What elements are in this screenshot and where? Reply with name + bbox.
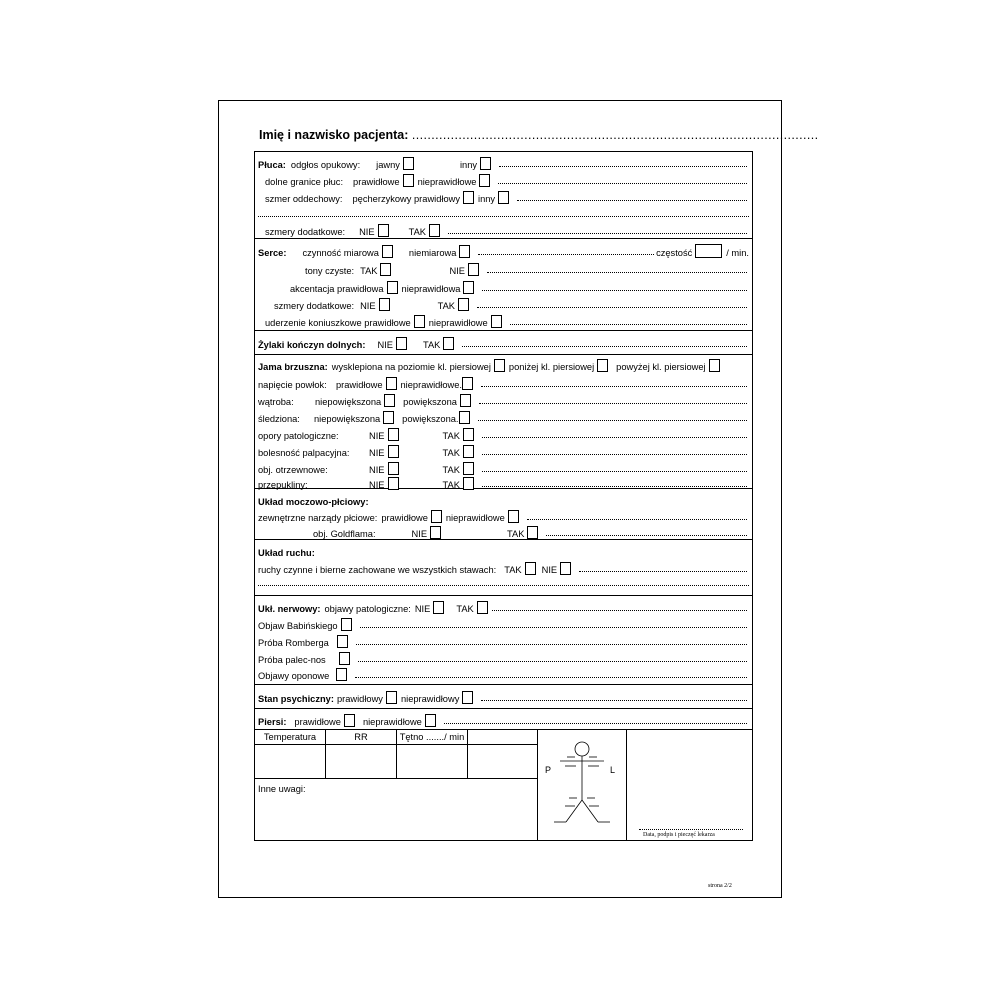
opory-nie-checkbox[interactable] — [388, 428, 399, 441]
niemiarowa-fill-line[interactable] — [478, 254, 654, 255]
sledziona-powiekszona-label: powiększona. — [402, 414, 459, 424]
examination-form — [254, 151, 753, 841]
tony-nie-label: NIE — [449, 266, 465, 276]
obj-nie-label: NIE — [369, 465, 385, 475]
zewnetrzne-nieprawidlowe-checkbox[interactable] — [508, 510, 519, 523]
temperatura-header: Temperatura — [255, 730, 326, 745]
tony-tak-label: TAK — [360, 266, 378, 276]
uderzenie-nieprawidlowe-checkbox[interactable] — [491, 315, 502, 328]
tony-tak-checkbox[interactable] — [380, 263, 391, 276]
szmery-serce-fill-line[interactable] — [477, 307, 747, 308]
akcentacja-fill-line[interactable] — [482, 290, 747, 291]
page-number: strona 2/2 — [708, 883, 732, 889]
oponowe-label: Objawy oponowe — [258, 671, 330, 681]
goldflama-fill-line[interactable] — [546, 535, 747, 536]
obj-fill-line[interactable] — [482, 471, 747, 472]
romberg-checkbox[interactable] — [337, 635, 348, 648]
czynnosc-checkbox[interactable] — [382, 245, 393, 258]
pecherzykowy-checkbox[interactable] — [463, 191, 474, 204]
per-min-label: / min. — [726, 248, 749, 258]
ponizej-label: poniżej kl. piersiowej — [508, 362, 595, 372]
zewnetrzne-prawidlowe-checkbox[interactable] — [431, 510, 442, 523]
sledziona-niepowiekszona-label: niepowiększona — [314, 414, 381, 424]
bolesnosc-tak-checkbox[interactable] — [463, 445, 474, 458]
psych-prawidlowy-label: prawidłowy — [336, 694, 383, 704]
szmer-fill-line[interactable] — [517, 200, 747, 201]
tetno-header: Tętno ......./ min — [397, 730, 468, 745]
odglos-fill-line[interactable] — [499, 166, 747, 167]
watroba-fill-line[interactable] — [479, 403, 747, 404]
oponowe-fill-line[interactable] — [355, 677, 747, 678]
psych-fill-line[interactable] — [481, 700, 747, 701]
section-uklad-ruchu — [255, 540, 752, 596]
niemiarowa-label: niemiarowa — [408, 248, 457, 258]
zylaki-fill-line[interactable] — [462, 346, 747, 347]
psych-nieprawidlowy-label: nieprawidłowy — [400, 694, 460, 704]
rr-input[interactable] — [326, 745, 397, 779]
szmery-dodatkowe-label: szmery dodatkowe: — [265, 227, 346, 237]
ruch-extra-dotline[interactable] — [258, 585, 749, 586]
patient-name-dots: ......................................................................................................... — [411, 128, 819, 142]
jawny-label: jawny — [376, 160, 400, 170]
odglos-label: odgłos opukowy: — [290, 160, 361, 170]
rr-header: RR — [326, 730, 397, 745]
bolesnosc-nie-label: NIE — [369, 448, 385, 458]
nerwowy-label: Ukł. nerwowy: — [258, 604, 321, 614]
goldflama-label: obj. Goldflama: — [313, 529, 376, 539]
bolesnosc-tak-label: TAK — [442, 448, 460, 458]
empty-header — [468, 730, 538, 745]
babinski-fill-line[interactable] — [360, 627, 747, 628]
piersi-nieprawidlowe-label: nieprawidłowe — [362, 717, 422, 727]
opory-fill-line[interactable] — [482, 437, 747, 438]
obj-tak-label: TAK — [442, 465, 460, 475]
czynnosc-label: czynność miarowa — [302, 248, 379, 258]
szmer-label: szmer oddechowy: — [265, 194, 343, 204]
sledziona-fill-line[interactable] — [478, 420, 748, 421]
pluca-label: Płuca: — [258, 160, 286, 170]
serce-label: Serce: — [258, 248, 287, 258]
extra-input[interactable] — [468, 745, 538, 779]
piersi-fill-line[interactable] — [444, 723, 747, 724]
piersi-label: Piersi: — [258, 717, 287, 727]
signature-dotline — [639, 829, 743, 830]
bolesnosc-nie-checkbox[interactable] — [388, 445, 399, 458]
granice-label: dolne granice płuc: — [265, 177, 344, 187]
zewnetrzne-nieprawidlowe-label: nieprawidłowe — [445, 513, 505, 523]
uderzenie-checkbox[interactable] — [414, 315, 425, 328]
objawy-nie-checkbox[interactable] — [433, 601, 444, 614]
ruchy-fill-line[interactable] — [579, 571, 747, 572]
tony-fill-line[interactable] — [487, 272, 747, 273]
opory-tak-label: TAK — [442, 431, 460, 441]
psych-label: Stan psychiczny: — [258, 694, 334, 704]
napiecie-nieprawidlowe-label: nieprawidłowe. — [400, 380, 463, 390]
ruchy-tak-checkbox[interactable] — [525, 562, 536, 575]
przepukliny-fill-line[interactable] — [482, 486, 747, 487]
objawy-patologiczne-label: objawy patologiczne: — [324, 604, 411, 614]
szmery-nie-checkbox[interactable] — [378, 224, 389, 237]
opory-nie-label: NIE — [369, 431, 385, 441]
section-stan-psychiczny — [255, 685, 752, 709]
obj-nie-checkbox[interactable] — [388, 462, 399, 475]
czestosc-label: częstość — [656, 248, 693, 258]
akcentacja-checkbox[interactable] — [387, 281, 398, 294]
section-vitals — [255, 730, 752, 840]
objawy-nie-label: NIE — [414, 604, 431, 614]
patient-name-label: Imię i nazwisko pacjenta: — [259, 128, 409, 142]
inne-uwagi-label: Inne uwagi: — [258, 784, 306, 794]
inne-uwagi-box[interactable] — [255, 779, 538, 840]
section-pluca — [255, 152, 752, 239]
opory-tak-checkbox[interactable] — [463, 428, 474, 441]
sledziona-label: śledziona: — [258, 414, 300, 424]
wysklepiona-label: wysklepiona na poziomie kl. piersiowej — [331, 362, 491, 372]
szmery-serce-tak-checkbox[interactable] — [458, 298, 469, 311]
watroba-powiekszona-label: powiększona — [403, 397, 457, 407]
szmery-serce-label: szmery dodatkowe: — [274, 301, 355, 311]
granice-prawidlowe-checkbox[interactable] — [403, 174, 414, 187]
przepukliny-tak-label: TAK — [442, 480, 460, 490]
ponizej-checkbox[interactable] — [597, 359, 608, 372]
powyzej-label: powyżej kl. piersiowej — [616, 362, 706, 372]
napiecie-nieprawidlowe-checkbox[interactable] — [462, 377, 473, 390]
zylaki-tak-checkbox[interactable] — [443, 337, 454, 350]
napiecie-label: napięcie powłok: — [258, 380, 327, 390]
signature-caption: Data, podpis i pieczęć lekarza — [643, 832, 715, 838]
uderzenie-label: uderzenie koniuszkowe prawidłowe — [265, 318, 411, 328]
szmery-serce-nie-label: NIE — [360, 301, 376, 311]
ruchy-label: ruchy czynne i bierne zachowane we wszystkich stawach: — [258, 565, 497, 575]
obj-otrzewnowe-label: obj. otrzewnowe: — [258, 465, 328, 475]
section-uklad-nerwowy — [255, 596, 752, 685]
body-diagram-box[interactable] — [538, 730, 627, 840]
signature-box[interactable] — [627, 730, 751, 840]
szmery-serce-nie-checkbox[interactable] — [379, 298, 390, 311]
tony-nie-checkbox[interactable] — [468, 263, 479, 276]
granice-nieprawidlowe-label: nieprawidłowe — [417, 177, 477, 187]
uderzenie-nieprawidlowe-label: nieprawidłowe — [428, 318, 488, 328]
piersi-prawidlowe-label: prawidłowe — [294, 717, 341, 727]
babinski-label: Objaw Babińskiego — [258, 621, 338, 631]
jama-label: Jama brzuszna: — [258, 362, 328, 372]
watroba-powiekszona-checkbox[interactable] — [460, 394, 471, 407]
granice-nieprawidlowe-checkbox[interactable] — [479, 174, 490, 187]
wysklepiona-checkbox[interactable] — [494, 359, 505, 372]
goldflama-nie-label: NIE — [411, 529, 428, 539]
objawy-tak-checkbox[interactable] — [477, 601, 488, 614]
form-page — [218, 100, 819, 898]
obj-tak-checkbox[interactable] — [463, 462, 474, 475]
inny-label: inny — [459, 160, 478, 170]
watroba-niepowiekszona-label: niepowiększona — [315, 397, 382, 407]
zylaki-nie-checkbox[interactable] — [396, 337, 407, 350]
napiecie-prawidlowe-checkbox[interactable] — [386, 377, 397, 390]
tetno-input[interactable] — [397, 745, 468, 779]
watroba-label: wątroba: — [258, 397, 294, 407]
palec-nos-fill-line[interactable] — [358, 661, 747, 662]
szmer-inny-label: inny — [478, 194, 496, 204]
sledziona-powiekszona-checkbox[interactable] — [459, 411, 470, 424]
pluca-extra-dotline[interactable] — [258, 216, 749, 217]
napiecie-prawidlowe-label: prawidłowe — [336, 380, 383, 390]
objawy-tak-label: TAK — [456, 604, 474, 614]
oponowe-checkbox[interactable] — [336, 668, 347, 681]
jawny-checkbox[interactable] — [403, 157, 414, 170]
tony-label: tony czyste: — [305, 266, 355, 276]
granice-prawidlowe-label: prawidłowe — [353, 177, 400, 187]
zylaki-tak-label: TAK — [422, 340, 441, 350]
szmery-fill-line[interactable] — [448, 233, 747, 234]
romberg-label: Próba Romberga — [258, 638, 329, 648]
palec-nos-checkbox[interactable] — [339, 652, 350, 665]
babinski-checkbox[interactable] — [341, 618, 352, 631]
bolesnosc-fill-line[interactable] — [482, 454, 747, 455]
patient-name-line[interactable] — [259, 128, 819, 142]
zylaki-label: Żylaki kończyn dolnych: — [258, 340, 366, 350]
bolesnosc-label: bolesność palpacyjna: — [258, 448, 350, 458]
niemiarowa-checkbox[interactable] — [459, 245, 470, 258]
section-zylaki — [255, 331, 752, 355]
akcentacja-label: akcentacja prawidłowa — [290, 284, 384, 294]
szmery-serce-tak-label: TAK — [437, 301, 455, 311]
szmery-tak-label: TAK — [408, 227, 426, 237]
ruchy-tak-label: TAK — [504, 565, 522, 575]
watroba-niepowiekszona-checkbox[interactable] — [384, 394, 395, 407]
section-serce — [255, 239, 752, 331]
opory-label: opory patologiczne: — [258, 431, 339, 441]
ruchy-nie-checkbox[interactable] — [560, 562, 571, 575]
psych-prawidlowy-checkbox[interactable] — [386, 691, 397, 704]
left-marker-p: P — [545, 765, 552, 775]
akcentacja-nieprawidlowa-label: nieprawidłowa — [401, 284, 461, 294]
zewnetrzne-fill-line[interactable] — [527, 519, 747, 520]
romberg-fill-line[interactable] — [356, 644, 747, 645]
czestosc-input[interactable] — [695, 244, 722, 258]
sledziona-niepowiekszona-checkbox[interactable] — [383, 411, 394, 424]
palec-nos-label: Próba palec-nos — [258, 655, 326, 665]
goldflama-nie-checkbox[interactable] — [430, 526, 441, 539]
uderzenie-fill-line[interactable] — [510, 324, 747, 325]
moczowy-label: Układ moczowo-płciowy: — [258, 497, 369, 507]
szmer-inny-checkbox[interactable] — [498, 191, 509, 204]
przepukliny-nie-label: NIE — [369, 480, 385, 490]
section-piersi — [255, 709, 752, 730]
ruch-label: Układ ruchu: — [258, 548, 315, 558]
section-moczowo-plciowy — [255, 489, 752, 540]
przepukliny-label: przepukliny: — [258, 480, 308, 490]
psych-nieprawidlowy-checkbox[interactable] — [462, 691, 473, 704]
szmery-tak-checkbox[interactable] — [429, 224, 440, 237]
goldflama-tak-label: TAK — [507, 529, 525, 539]
granice-fill-line[interactable] — [498, 183, 747, 184]
inny-checkbox[interactable] — [480, 157, 491, 170]
ruchy-nie-label: NIE — [541, 565, 558, 575]
piersi-nieprawidlowe-checkbox[interactable] — [425, 714, 436, 727]
goldflama-tak-checkbox[interactable] — [527, 526, 538, 539]
zewnetrzne-label: zewnętrzne narządy płciowe: — [258, 513, 378, 523]
zewnetrzne-prawidlowe-label: prawidłowe — [381, 513, 428, 523]
temperatura-input[interactable] — [255, 745, 326, 779]
powyzej-checkbox[interactable] — [709, 359, 720, 372]
akcentacja-nieprawidlowa-checkbox[interactable] — [463, 281, 474, 294]
napiecie-fill-line[interactable] — [481, 386, 747, 387]
zylaki-nie-label: NIE — [377, 340, 393, 350]
szmery-nie-label: NIE — [359, 227, 375, 237]
section-jama-brzuszna — [255, 355, 752, 489]
objawy-fill-line[interactable] — [492, 610, 747, 611]
piersi-prawidlowe-checkbox[interactable] — [344, 714, 355, 727]
right-marker-l: L — [610, 765, 616, 775]
body-figure-icon — [538, 730, 627, 840]
pecherzykowy-label: pęcherzykowy prawidłowy — [352, 194, 460, 204]
